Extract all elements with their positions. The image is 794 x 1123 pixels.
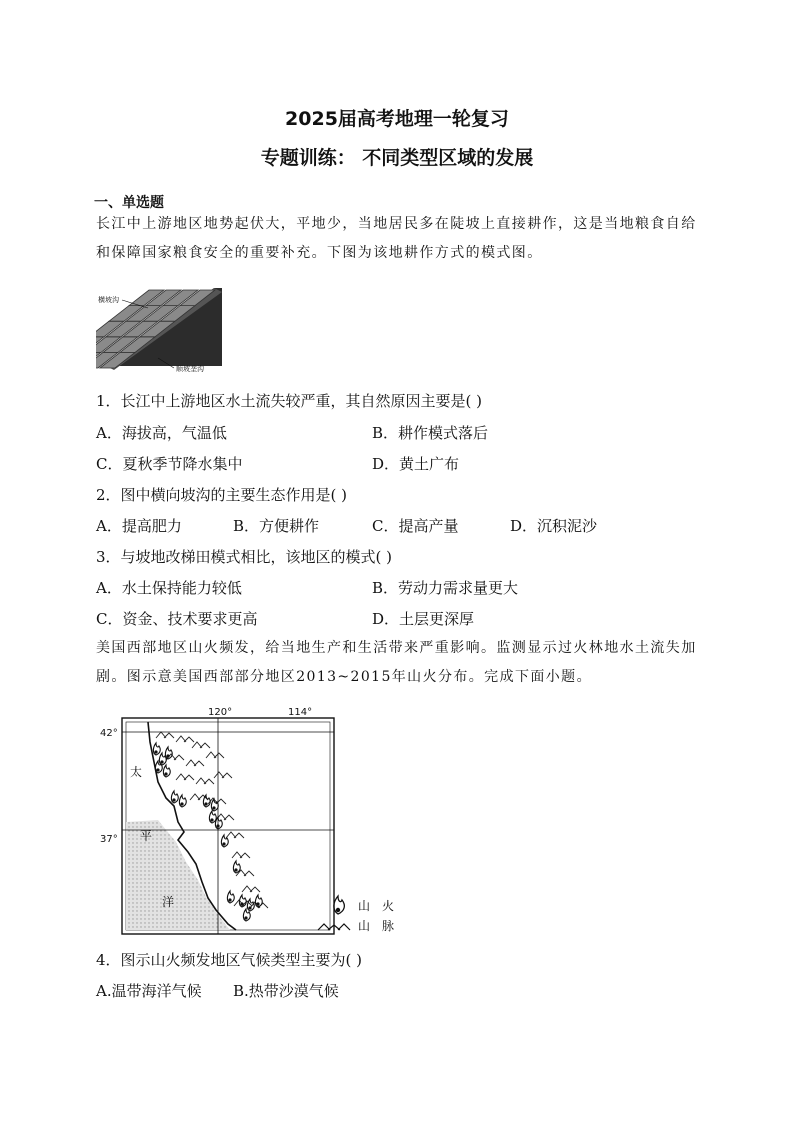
passage-1: 长江中上游地区地势起伏大，平地少，当地居民多在陡坡上直接耕作，这是当地粮食自给和保障国家粮食安全的重要补充。下图为该地耕作方式的模式图。 — [96, 216, 697, 261]
ocean-char-3: 洋 — [162, 895, 175, 909]
doc-subtitle: 专题训练： 不同类型区域的发展 — [260, 147, 534, 169]
q2-option-b: B．方便耕作 — [233, 517, 320, 535]
legend-mountain-label: 山 脉 — [358, 919, 395, 933]
mountain-symbol — [176, 736, 194, 742]
doc-title: 2025届高考地理一轮复习 — [285, 108, 509, 130]
mountain-symbol — [226, 832, 244, 838]
fire-symbol — [227, 891, 234, 903]
q3-option-b: B．劳动力需求量更大 — [372, 579, 519, 597]
lat-label-37: 37° — [100, 834, 118, 845]
fire-symbol — [171, 791, 178, 803]
q1-option-b: B．耕作模式落后 — [372, 424, 489, 442]
q3-option-c: C．资金、技术要求更高 — [96, 610, 258, 628]
section-heading: 一、单选题 — [94, 195, 164, 211]
mountain-symbol — [156, 732, 174, 738]
mountain-symbol — [232, 852, 250, 858]
map-legend — [318, 896, 394, 933]
q2-option-d: D．沉积泥沙 — [510, 517, 598, 535]
fire-symbol — [209, 811, 216, 823]
slope-farming-figure — [96, 278, 256, 373]
mountain-symbol — [214, 772, 232, 778]
mountain-symbol — [206, 752, 224, 758]
lon-label-114: 114° — [288, 707, 313, 718]
q3-option-a: A．水土保持能力较低 — [96, 579, 242, 597]
question-2: 2．图中横向坡沟的主要生态作用是( ) — [96, 486, 348, 504]
legend-fire-label: 山 火 — [358, 899, 395, 913]
wildfire-map — [96, 702, 426, 940]
q4-option-b: B.热带沙漠气候 — [233, 982, 339, 1000]
q4-option-a: A.温带海洋气候 — [96, 982, 202, 1000]
fire-symbol — [233, 861, 240, 873]
question-4: 4．图示山火频发地区气候类型主要为( ) — [96, 951, 363, 969]
fire-symbol — [163, 765, 170, 777]
figure1-label-top: 横坡沟 — [98, 296, 119, 304]
q2-option-a: A．提高肥力 — [96, 517, 182, 535]
fire-symbol — [203, 795, 210, 807]
mountain-symbol — [192, 742, 210, 748]
question-3: 3．与坡地改梯田模式相比，该地区的模式( ) — [96, 548, 393, 566]
lon-label-120: 120° — [208, 707, 233, 718]
fire-symbol — [153, 743, 160, 755]
mountain-symbol — [196, 778, 214, 784]
mountain-symbol — [176, 774, 194, 780]
fire-icon — [334, 896, 344, 914]
question-1: 1．长江中上游地区水土流失较严重，其自然原因主要是( ) — [96, 392, 483, 410]
fire-symbol — [165, 747, 172, 759]
mountain-symbol — [242, 886, 260, 892]
ocean-char-2: 平 — [140, 829, 153, 843]
q1-option-d: D．黄土广布 — [372, 455, 460, 473]
fire-symbol — [179, 795, 186, 807]
figure1-label-bottom: 顺坡垄沟 — [176, 365, 204, 373]
q3-option-d: D．土层更深厚 — [372, 610, 475, 628]
lat-label-42: 42° — [100, 728, 118, 739]
ocean-char-1: 太 — [130, 765, 143, 779]
fire-symbol — [215, 817, 222, 829]
mountain-symbol — [186, 760, 204, 766]
q1-option-a: A．海拔高，气温低 — [96, 424, 227, 442]
q2-option-c: C．提高产量 — [372, 517, 459, 535]
fire-symbol — [255, 895, 262, 907]
passage-2: 美国西部地区山火频发，给当地生产和生活带来严重影响。监测显示过火林地水土流失加剧。图示意美国西部部分地区2013~2015年山火分布。完成下面小题。 — [96, 640, 697, 685]
q1-option-c: C．夏秋季节降水集中 — [96, 455, 243, 473]
